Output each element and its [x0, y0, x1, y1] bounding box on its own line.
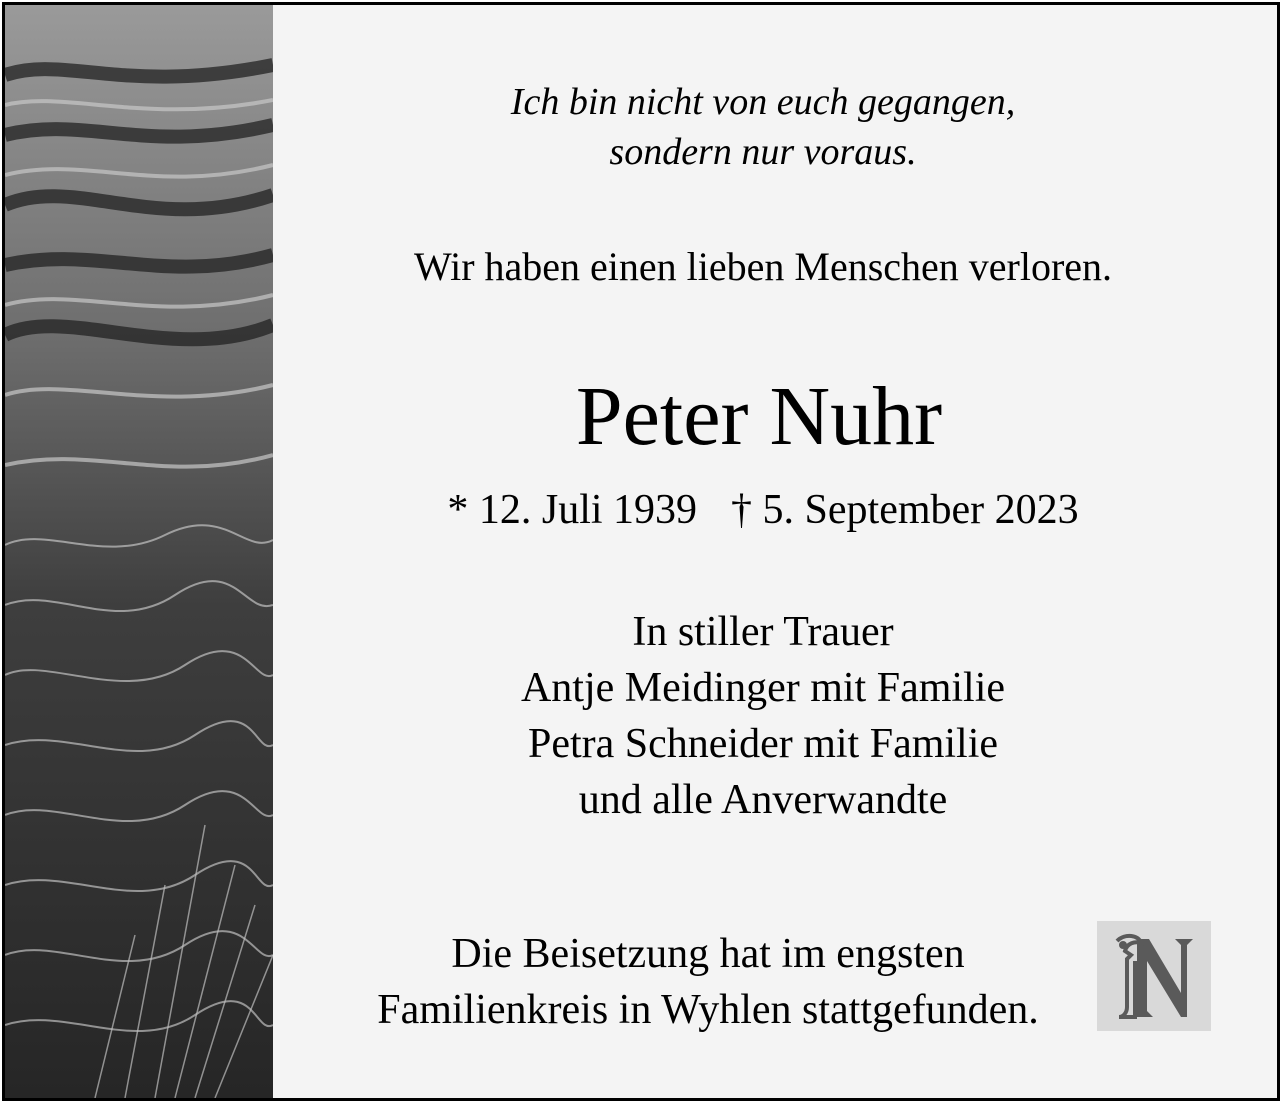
death-date: † 5. September 2023 [731, 487, 1079, 533]
mourner-line: Petra Schneider mit Familie [527, 721, 999, 767]
mourner-line: In stiller Trauer [632, 609, 894, 655]
lead-text: Wir haben einen lieben Menschen verloren. [413, 244, 1113, 289]
mourner-line: und alle Anverwandte [578, 777, 948, 823]
obituary-text-area [273, 5, 1277, 1098]
obituary-frame [2, 2, 1280, 1101]
water-waves-photo [5, 5, 273, 1098]
burial-line-2: Familienkreis in Wyhlen stattgefunden. [377, 987, 1039, 1033]
deceased-name: Peter Nuhr [575, 370, 943, 463]
quote-line-2: sondern nur voraus. [609, 131, 917, 173]
water-waves-icon [5, 5, 273, 1098]
burial-line-1: Die Beisetzung hat im engsten [451, 931, 965, 977]
quote-line-1: Ich bin nicht von euch gegangen, [510, 81, 1016, 123]
newspaper-n-logo [1097, 921, 1211, 1031]
mourner-line: Antje Meidinger mit Familie [520, 665, 1006, 711]
n-logo-icon [1097, 921, 1211, 1031]
birth-date: * 12. Juli 1939 [447, 487, 698, 533]
life-dates [273, 489, 1253, 531]
